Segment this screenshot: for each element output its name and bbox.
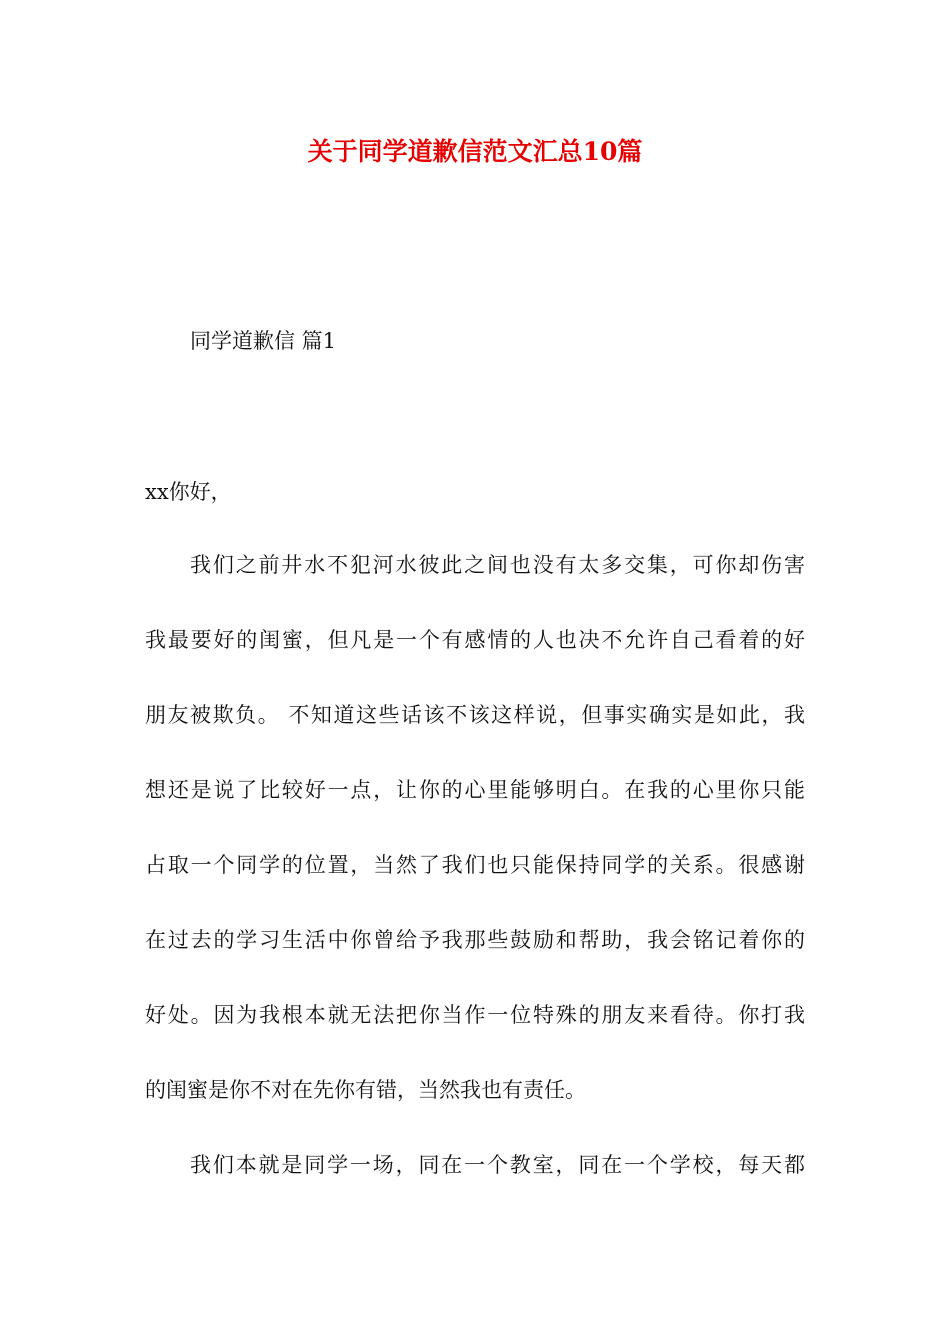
paragraph-line: 在过去的学习生活中你曾给予我那些鼓励和帮助，我会铭记着你的 [145, 928, 805, 952]
document-title: 关于同学道歉信范文汇总10篇 [307, 137, 643, 166]
paragraph-line: 占取一个同学的位置，当然了我们也只能保持同学的关系。很感谢 [145, 853, 805, 877]
paragraph-line: 我最要好的闺蜜，但凡是一个有感情的人也决不允许自己看着的好 [145, 628, 805, 652]
section-heading: 同学道歉信 篇1 [190, 329, 337, 353]
paragraph-line: 想还是说了比较好一点，让你的心里能够明白。在我的心里你只能 [145, 778, 805, 802]
paragraph-line: 的闺蜜是你不对在先你有错，当然我也有责任。 [145, 1078, 586, 1102]
paragraph-line: 朋友被欺负。 不知道这些话该不该这样说，但事实确实是如此，我 [145, 703, 805, 727]
paragraph-line: 我们之前井水不犯河水彼此之间也没有太多交集，可你却伤害 [190, 553, 805, 577]
letter-salutation: xx你好， [145, 480, 232, 504]
paragraph-line: 好处。因为我根本就无法把你当作一位特殊的朋友来看待。你打我 [145, 1003, 805, 1027]
paragraph-line: 我们本就是同学一场，同在一个教室，同在一个学校，每天都 [190, 1153, 805, 1177]
